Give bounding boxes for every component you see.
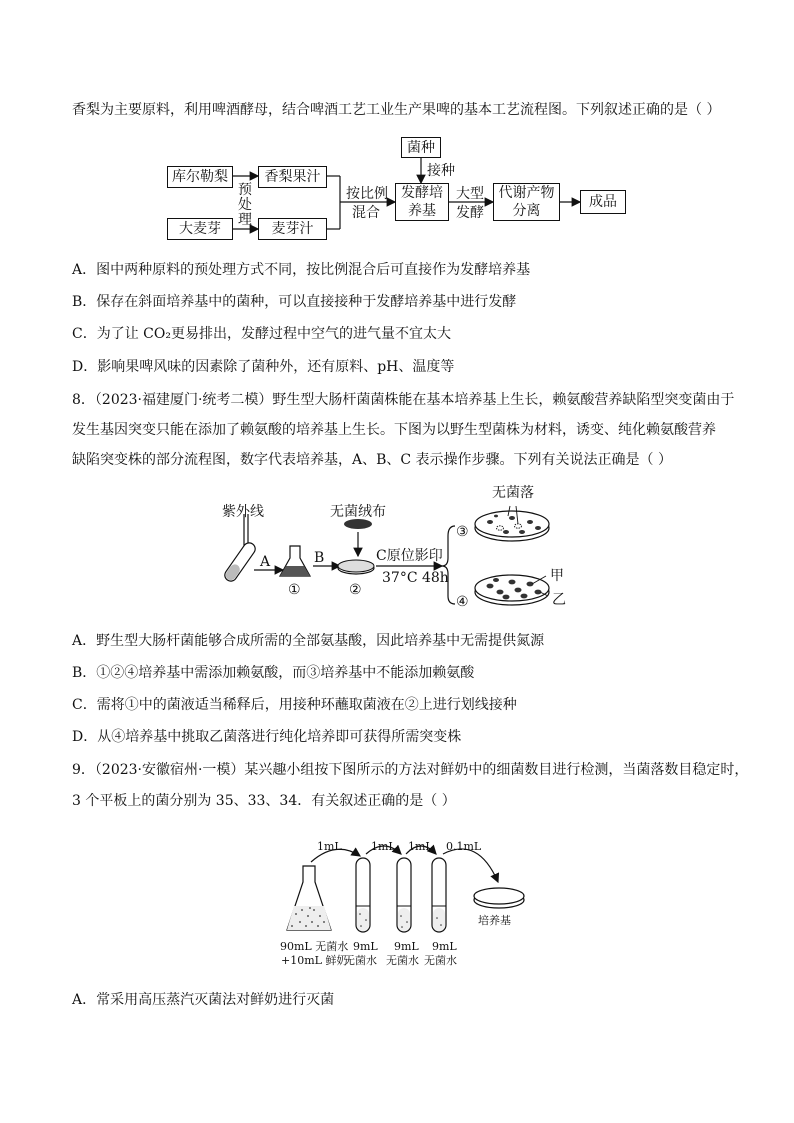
transfer-2-label: 1mL	[371, 840, 396, 853]
strain-box: 菌种	[401, 137, 441, 158]
ferment-label-2: 发酵	[456, 205, 484, 221]
mutant-figure-drawing	[0, 470, 794, 620]
colony-yi-label: 乙	[552, 592, 566, 608]
flow-chart	[0, 0, 794, 250]
transfer-4-label: 0.1mL	[446, 840, 482, 853]
q7-option-a: A．图中两种原料的预处理方式不同，按比例混合后可直接作为发酵培养基	[72, 262, 531, 278]
q7-option-b: B．保存在斜面培养基中的菌种，可以直接接种于发酵培养基中进行发酵	[72, 294, 517, 310]
step-a-label: A	[260, 554, 271, 570]
medium-2-label: ②	[349, 582, 362, 598]
tube-3-volume: 9mL	[432, 940, 457, 953]
q8-option-b: B．①②④培养基中需添加赖氨酸，而③培养基中不能添加赖氨酸	[72, 665, 475, 681]
tube-2-volume: 9mL	[394, 940, 419, 953]
pear-juice-box: 香梨果汁	[258, 166, 327, 188]
flask-label-2: +10mL 鲜奶	[281, 954, 348, 967]
q7-option-c: C．为了让 CO₂更易排出，发酵过程中空气的进气量不宜太大	[72, 326, 451, 342]
flask-label-1: 90mL 无菌水	[280, 940, 349, 953]
tube-2-content: 无菌水	[386, 954, 419, 967]
mix-label-2: 混合	[352, 205, 380, 221]
step-c-label: C原位影印	[376, 548, 443, 564]
ferment-label-1: 大型	[456, 186, 484, 202]
q9-option-a: A．常采用高压蒸汽灭菌法对鲜奶进行灭菌	[72, 992, 335, 1008]
q9-stem-2: 3 个平板上的菌分别为 35、33、34．有关叙述正确的是（ ）	[72, 793, 456, 809]
pretreat-label-2: 处	[238, 197, 252, 213]
transfer-3-label: 1mL	[408, 840, 433, 853]
transfer-1-label: 1mL	[317, 840, 342, 853]
separate-line-2: 分离	[512, 203, 541, 219]
malt-juice-box: 麦芽汁	[258, 218, 327, 240]
step-b-label: B	[314, 550, 325, 566]
mix-label-1: 按比例	[346, 186, 388, 202]
plate-label: 培养基	[478, 914, 511, 927]
product-box: 成品	[580, 190, 626, 214]
q7-stem: 香梨为主要原料，利用啤酒酵母，结合啤酒工艺工业生产果啤的基本工艺流程图。下列叙述正确的是（ ）	[72, 102, 721, 118]
velvet-label: 无菌绒布	[330, 504, 386, 520]
mutant-screening-figure	[0, 470, 794, 620]
q8-stem-2: 发生基因突变只能在添加了赖氨酸的培养基上生长。下图为以野生型菌株为材料，诱变、纯化赖氨酸营养	[72, 422, 716, 438]
medium-1-label: ①	[288, 582, 301, 598]
condition-label: 37°C 48h	[382, 570, 449, 586]
medium-box	[395, 183, 449, 221]
colony-jia-label: 甲	[550, 568, 564, 584]
medium-line-2: 养基	[408, 203, 436, 219]
uv-label: 紫外线	[222, 504, 264, 520]
q8-stem-3: 缺陷突变株的部分流程图，数字代表培养基，A、B、C 表示操作步骤。下列有关说法正确是（ ）	[72, 452, 673, 468]
no-colony-label: 无菌落	[492, 485, 534, 501]
tube-1-volume: 9mL	[353, 940, 378, 953]
separate-box	[493, 183, 560, 221]
medium-line-1: 发酵培	[401, 185, 443, 201]
raw-pear-box: 库尔勒梨	[167, 166, 233, 188]
q7-option-d: D．影响果啤风味的因素除了菌种外，还有原料、pH、温度等	[72, 359, 455, 375]
dilution-figure	[0, 830, 794, 975]
q9-stem-1: 9．（2023·安徽宿州·一模）某兴趣小组按下图所示的方法对鲜奶中的细菌数目进行检测，当菌落数目稳定时，	[72, 762, 749, 778]
q8-option-d: D．从④培养基中挑取乙菌落进行纯化培养即可获得所需突变株	[72, 729, 462, 745]
medium-3-label: ③	[456, 524, 469, 540]
tube-1-content: 无菌水	[344, 954, 377, 967]
q8-option-a: A．野生型大肠杆菌能够合成所需的全部氨基酸，因此培养基中无需提供氮源	[72, 633, 545, 649]
pretreat-label-1: 预	[238, 182, 252, 198]
raw-malt-box: 大麦芽	[167, 218, 233, 240]
tube-3-content: 无菌水	[424, 954, 457, 967]
q8-stem-1: 8．（2023·福建厦门·统考二模）野生型大肠杆菌菌株能在基本培养基上生长，赖氨酸营养缺陷型突变菌由于	[72, 392, 735, 408]
separate-line-1: 代谢产物	[498, 185, 555, 201]
medium-4-label: ④	[456, 594, 469, 610]
pretreat-label-3: 理	[238, 212, 252, 228]
q8-option-c: C．需将①中的菌液适当稀释后，用接种环蘸取菌液在②上进行划线接种	[72, 697, 517, 713]
inoculate-label: 接种	[427, 163, 455, 179]
